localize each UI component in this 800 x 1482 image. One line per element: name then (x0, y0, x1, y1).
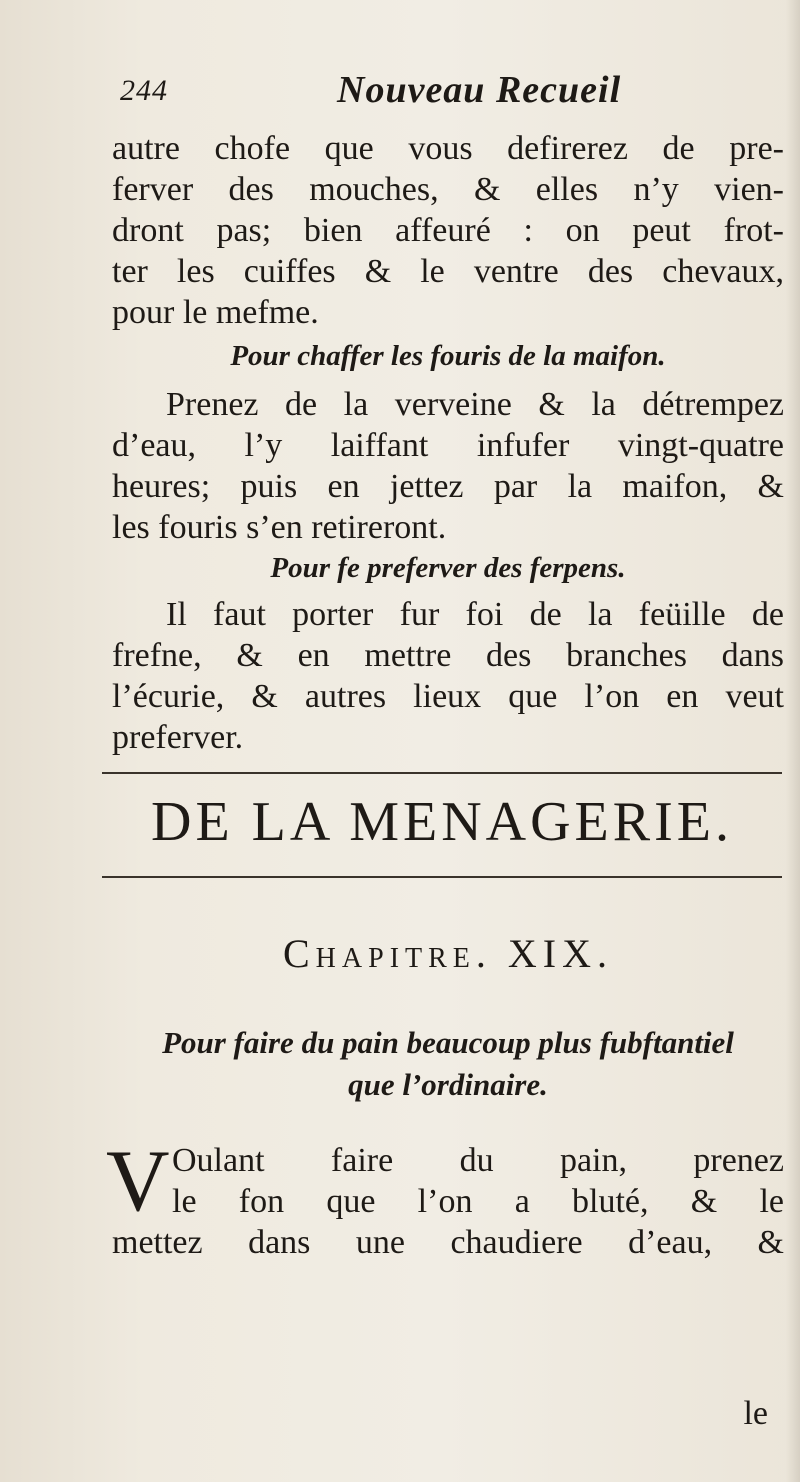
text-line: dront pas; bien affeuré : on peut frot- (112, 212, 784, 249)
drop-cap-letter: V (106, 1133, 170, 1230)
chapter-title-line: que l’ordinaire. (348, 1067, 548, 1102)
heading-preserver-serpens: Pour fe preferver des ferpens. (270, 552, 626, 584)
text-line: frefne, & en mettre des branches dans (112, 637, 784, 674)
chapter-title-line: Pour faire du pain beaucoup plus fubftantiel (162, 1025, 734, 1060)
text-line: le fon que l’on a bluté, & le (172, 1183, 784, 1220)
top-rule (102, 772, 782, 774)
text-line: l’écurie, & autres lieux que l’on en veut (112, 678, 784, 715)
text-line: les fouris s’en retireront. (112, 509, 447, 546)
running-head (112, 68, 784, 114)
text-line: Il faut porter fur foi de la feüille de (166, 596, 784, 633)
text-line: mettez dans une chaudiere d’eau, & (112, 1224, 784, 1261)
text-line: autre chofe que vous defirerez de pre- (112, 130, 784, 167)
chapter-title (112, 1022, 784, 1106)
paragraph-mouches (112, 128, 784, 333)
chapter-label: Chapitre. XIX. (283, 931, 613, 976)
paragraph-serpens (112, 594, 784, 758)
text-line: Oulant faire du pain, prenez (172, 1142, 784, 1179)
text-line: ferver des mouches, & elles n’y vien- (112, 171, 784, 208)
running-title: Nouveau Recueil (337, 69, 622, 111)
page-edge-shadow (786, 0, 800, 1482)
heading-chasser-souris: Pour chaffer les fouris de la maifon. (230, 340, 666, 372)
page-number: 244 (120, 74, 168, 107)
text-line: preferver. (112, 719, 244, 756)
text-line: Prenez de la verveine & la détrempez (166, 386, 784, 423)
bottom-rule (102, 876, 782, 878)
section-title: DE LA MENAGERIE. (151, 791, 733, 853)
text-line: heures; puis en jettez par la maifon, & (112, 468, 784, 505)
paragraph-pain (112, 1140, 784, 1263)
text-line: ter les cuiffes & le ventre des chevaux, (112, 253, 784, 290)
text-line: pour le mefme. (112, 294, 319, 331)
paragraph-souris (112, 384, 784, 548)
catchword: le (743, 1395, 768, 1432)
text-line: d’eau, l’y laiffant infufer vingt-quatre (112, 427, 784, 464)
